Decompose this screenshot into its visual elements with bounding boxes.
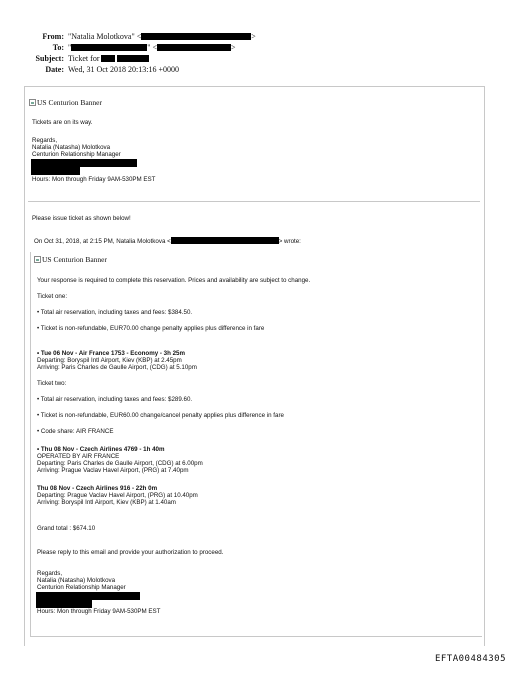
redaction	[31, 167, 80, 175]
quote-border	[30, 252, 31, 637]
flight2-depart: Departing: Paris Charles de Gaulle Airport, (CDG) at 6.00pm	[37, 460, 203, 467]
redaction	[101, 55, 115, 62]
flight3-heading: Thu 08 Nov - Czech Airlines 916 - 22h 0m	[37, 485, 158, 492]
outer-right-border	[484, 86, 485, 646]
issue-text: Please issue ticket as shown below!	[32, 215, 131, 222]
inner-name: Natalia (Natasha) Molotkova	[37, 577, 116, 584]
t1-total: • Total air reservation, including taxes and fees: $384.50.	[37, 309, 193, 316]
flight1-depart: Departing: Boryspil Intl Airport, Kiev (KBP) at 2.45pm	[37, 357, 182, 364]
date-value: Wed, 31 Oct 2018 20:13:16 +0000	[68, 65, 179, 74]
from-label: From:	[42, 32, 64, 41]
reply-request: Please reply to this email and provide your authorization to proceed.	[37, 549, 224, 556]
flight1-arrive: Arriving: Paris Charles de Gaulle Airport, (CDG) at 5.10pm	[37, 364, 197, 371]
flight2-operated: OPERATED BY AIR FRANCE	[37, 453, 120, 460]
flight3-arrive: Arriving: Boryspil Intl Airport, Kiev (KBP) at 1.40am	[37, 499, 176, 506]
subject-label: Subject:	[35, 54, 64, 63]
redaction	[36, 592, 140, 600]
divider	[28, 201, 480, 202]
inner-title: Centurion Relationship Manager	[37, 584, 126, 591]
redaction	[36, 600, 92, 608]
redaction	[117, 55, 149, 62]
outer-hours: Hours: Mon through Friday 9AM-530PM EST	[32, 176, 156, 183]
flight1-heading: • Tue 06 Nov - Air France 1753 - Economy - 3h 25m	[37, 350, 185, 357]
outer-banner-image: US Centurion Banner	[29, 98, 102, 107]
ticket-two-label: Ticket two:	[37, 380, 67, 387]
broken-image-icon	[34, 256, 41, 263]
flight2-heading: • Thu 08 Nov - Czech Airlines 4769 - 1h 40m	[37, 446, 165, 453]
from-value: "Natalia Molotkova" < >	[68, 32, 256, 41]
redaction	[157, 44, 231, 51]
outer-left-border	[24, 86, 25, 646]
flight2-arrive: Arriving: Prague Vaclav Havel Airport, (PRG) at 7.40pm	[37, 467, 189, 474]
redaction	[71, 44, 147, 51]
quote-bottom-rule	[30, 636, 482, 637]
outer-line1: Tickets are on its way.	[32, 119, 93, 126]
inner-banner-image: US Centurion Banner	[34, 255, 107, 264]
date-label: Date:	[45, 65, 64, 74]
t2-codeshare: • Code share: AIR FRANCE	[37, 428, 114, 435]
t1-penalty: • Ticket is non-refundable, EUR70.00 change penalty applies plus difference in fare	[37, 325, 265, 332]
outer-title: Centurion Relationship Manager	[32, 151, 121, 158]
t2-total: • Total air reservation, including taxes and fees: $289.60.	[37, 396, 193, 403]
inner-hours: Hours: Mon through Friday 9AM-530PM EST	[37, 608, 161, 615]
subject-value: Ticket for	[68, 54, 149, 64]
redaction	[31, 159, 137, 167]
outer-name: Natalia (Natasha) Molotkova	[32, 144, 111, 151]
top-rule	[24, 86, 484, 87]
bates-number: EFTA00484305	[434, 654, 506, 664]
intro-text: Your response is required to complete this reservation. Prices and availability are subject to change.	[37, 277, 311, 284]
redaction	[171, 237, 279, 244]
to-label: To:	[52, 43, 64, 52]
broken-image-icon	[29, 99, 36, 106]
grand-total: Grand total : $674.10	[37, 525, 96, 532]
inner-regards: Regards,	[37, 570, 63, 577]
t2-penalty: • Ticket is non-refundable, EUR60.00 change/cancel penalty applies plus difference in fare	[37, 412, 284, 419]
to-value: " " < >	[68, 43, 236, 52]
ticket-one-label: Ticket one:	[37, 293, 68, 300]
wrote-line: On Oct 31, 2018, at 2:15 PM, Natalia Molotkova < > wrote:	[34, 238, 301, 245]
redaction	[141, 33, 251, 40]
flight3-depart: Departing: Prague Vaclav Havel Airport, (PRG) at 10.40pm	[37, 492, 198, 499]
outer-regards: Regards,	[32, 137, 58, 144]
